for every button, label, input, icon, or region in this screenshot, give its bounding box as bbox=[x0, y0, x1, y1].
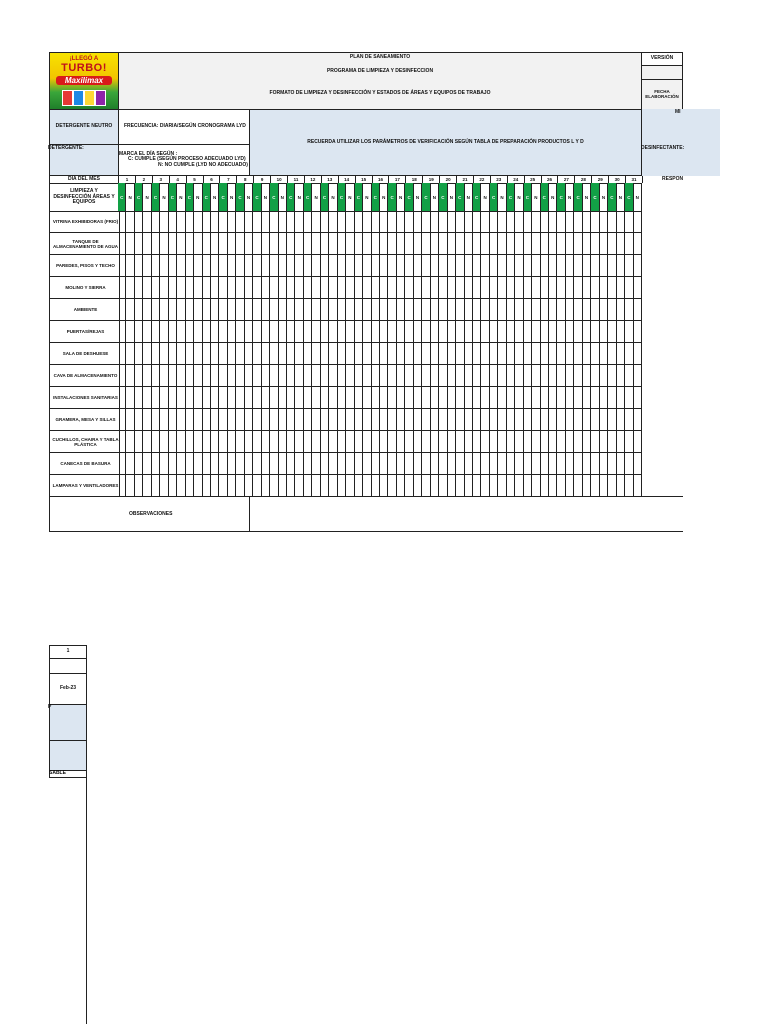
grid-column-line bbox=[303, 211, 304, 497]
grid-column-line bbox=[396, 211, 397, 497]
no-cumple-column: N bbox=[549, 183, 557, 211]
frequency-text: FRECUENCIA: DIARIA/SEGÚN CRONOGRAMA LYD bbox=[124, 123, 246, 129]
grid-row-line bbox=[118, 386, 642, 387]
day-number: 11 bbox=[288, 176, 305, 183]
day-number: 6 bbox=[204, 176, 221, 183]
grid-column-line bbox=[497, 211, 498, 497]
cumple-column: C bbox=[405, 183, 413, 211]
grid-column-line bbox=[421, 211, 422, 497]
cumple-column: C bbox=[557, 183, 565, 211]
fragment-responsible: SABLE bbox=[49, 770, 66, 776]
day-number: 12 bbox=[305, 176, 322, 183]
responsible-header: RESPON bbox=[662, 176, 684, 182]
grid-column-line bbox=[506, 211, 507, 497]
grid-column-line bbox=[472, 211, 473, 497]
logo-line1: ¡LLEGÓ A bbox=[69, 56, 99, 62]
grid-column-line bbox=[185, 211, 186, 497]
cumple-column: C bbox=[219, 183, 227, 211]
no-cumple-column: N bbox=[431, 183, 439, 211]
cumple-column: C bbox=[169, 183, 177, 211]
cumple-column: C bbox=[524, 183, 532, 211]
date-value: Feb-23 bbox=[49, 673, 87, 705]
day-number: 13 bbox=[322, 176, 339, 183]
grid-column-line bbox=[235, 211, 236, 497]
day-number: 5 bbox=[187, 176, 204, 183]
reminder-text: RECUERDA UTILIZAR LOS PARÁMETROS DE VERIFICACIÓN SEGÚN TABLA DE PREPARACIÓN PRODUCTOS L Y D bbox=[307, 139, 584, 145]
day-number: 24 bbox=[508, 176, 525, 183]
logo-brand: Maxilimax bbox=[56, 76, 112, 85]
grid-column-line bbox=[413, 211, 414, 497]
disinfectant-label: DESINFECTANTE: bbox=[641, 145, 685, 151]
grid-column-line bbox=[447, 211, 448, 497]
grid-column-line bbox=[320, 211, 321, 497]
grid-column-line bbox=[624, 211, 625, 497]
cumple-column: C bbox=[186, 183, 194, 211]
day-number: 30 bbox=[609, 176, 626, 183]
cumple-column: C bbox=[608, 183, 616, 211]
grid-column-line bbox=[599, 211, 600, 497]
cumple-column: C bbox=[355, 183, 363, 211]
mi-label: MI bbox=[675, 109, 681, 115]
version-blank bbox=[49, 658, 87, 674]
cumple-column: C bbox=[321, 183, 329, 211]
day-number: 4 bbox=[170, 176, 187, 183]
cumple-column: C bbox=[372, 183, 380, 211]
grid-column-line bbox=[142, 211, 143, 497]
day-number: 16 bbox=[373, 176, 390, 183]
area-row-label: PUERTAS/REJAS bbox=[50, 321, 121, 343]
no-cumple-column: N bbox=[228, 183, 236, 211]
day-number: 8 bbox=[237, 176, 254, 183]
grid-column-line bbox=[151, 211, 152, 497]
grid-column-line bbox=[345, 211, 346, 497]
day-number: 18 bbox=[406, 176, 423, 183]
grid-column-line bbox=[244, 211, 245, 497]
day-number: 28 bbox=[575, 176, 592, 183]
grid-row-line bbox=[118, 364, 642, 365]
grid-column-line bbox=[354, 211, 355, 497]
grid-column-line bbox=[556, 211, 557, 497]
cumple-column: C bbox=[304, 183, 312, 211]
grid-column-line bbox=[337, 211, 338, 497]
area-row-label: INSTALACIONES SANITARIAS bbox=[50, 387, 121, 409]
day-number: 2 bbox=[136, 176, 153, 183]
cumple-column: C bbox=[287, 183, 295, 211]
grid-column-line bbox=[573, 211, 574, 497]
grid-row-line bbox=[118, 342, 642, 343]
grid-column-line bbox=[633, 211, 634, 497]
no-cumple-column: N bbox=[194, 183, 202, 211]
grid-row-line bbox=[118, 276, 642, 277]
grid-column-line bbox=[278, 211, 279, 497]
grid-column-line bbox=[590, 211, 591, 497]
cumple-column: C bbox=[135, 183, 143, 211]
grid-column-line bbox=[227, 211, 228, 497]
grid-column-line bbox=[362, 211, 363, 497]
grid-row-line bbox=[118, 298, 642, 299]
no-cumple-column: N bbox=[498, 183, 506, 211]
day-header: DIA DEL MES bbox=[49, 175, 119, 184]
no-cumple-column: N bbox=[515, 183, 523, 211]
no-cumple-column: N bbox=[617, 183, 625, 211]
no-cumple-column: N bbox=[346, 183, 354, 211]
day-number: 21 bbox=[457, 176, 474, 183]
day-number: 17 bbox=[389, 176, 406, 183]
no-cumple-column: N bbox=[583, 183, 591, 211]
grid-column-line bbox=[328, 211, 329, 497]
day-number: 26 bbox=[542, 176, 559, 183]
area-row-label: LAMPARAS Y VENTILADORES bbox=[50, 475, 121, 497]
grid-column-line bbox=[531, 211, 532, 497]
cumple-column: C bbox=[591, 183, 599, 211]
day-number: 9 bbox=[254, 176, 271, 183]
no-cumple-column: N bbox=[262, 183, 270, 211]
grid-column-line bbox=[430, 211, 431, 497]
grid-column-line bbox=[252, 211, 253, 497]
cumple-column: C bbox=[253, 183, 261, 211]
company-logo bbox=[49, 52, 119, 110]
detergent-neutral: DETERGENTE NEUTRO bbox=[49, 109, 119, 145]
grid-column-line bbox=[489, 211, 490, 497]
grid-column-line bbox=[125, 211, 126, 497]
no-cumple-column: N bbox=[312, 183, 320, 211]
fragment-column-line bbox=[86, 777, 87, 1024]
cumple-column: C bbox=[118, 183, 126, 211]
area-row-label: AMBIENTE bbox=[50, 299, 121, 321]
grid-column-line bbox=[261, 211, 262, 497]
grid-column-line bbox=[134, 211, 135, 497]
grid-column-line bbox=[565, 211, 566, 497]
area-labels bbox=[49, 211, 120, 497]
no-cumple-column: N bbox=[177, 183, 185, 211]
grid-row-line bbox=[118, 452, 642, 453]
marca-line1: MARCA EL DÍA SEGÚN : bbox=[119, 151, 178, 157]
cumple-column: C bbox=[473, 183, 481, 211]
no-cumple-column: N bbox=[380, 183, 388, 211]
grid-column-line bbox=[480, 211, 481, 497]
grid-column-line bbox=[616, 211, 617, 497]
day-number: 10 bbox=[271, 176, 288, 183]
grid-row-line bbox=[118, 474, 642, 475]
area-row-label: SALA DE DESHUESE bbox=[50, 343, 121, 365]
grid-row-line bbox=[118, 320, 642, 321]
detergent-label: DETERGENTE: bbox=[48, 145, 84, 151]
marca-line2: C: CUMPLE (SEGÚN PROCESO ADECUADO LYD) bbox=[128, 156, 246, 162]
day-number: 29 bbox=[592, 176, 609, 183]
grid-column-line bbox=[540, 211, 541, 497]
area-row-label: TANQUE DE ALMACENAMIENTO DE AGUA bbox=[50, 233, 121, 255]
area-header: LIMPIEZA Y DESINFECCIÓN ÁREAS Y EQUIPOS bbox=[49, 183, 119, 212]
product-image bbox=[73, 90, 84, 106]
grid-column-line bbox=[286, 211, 287, 497]
plan-title: PLAN DE SANEAMIENTO bbox=[349, 54, 411, 60]
no-cumple-column: N bbox=[465, 183, 473, 211]
no-cumple-column: N bbox=[481, 183, 489, 211]
day-number: 7 bbox=[220, 176, 237, 183]
grid-column-line bbox=[371, 211, 372, 497]
no-cumple-column: N bbox=[532, 183, 540, 211]
grid-column-line bbox=[269, 211, 270, 497]
day-number: 25 bbox=[525, 176, 542, 183]
no-cumple-column: N bbox=[566, 183, 574, 211]
product-image bbox=[95, 90, 106, 106]
cumple-column: C bbox=[203, 183, 211, 211]
area-row-label: MOLINO Y SIERRA bbox=[50, 277, 121, 299]
cumple-column: C bbox=[456, 183, 464, 211]
cumple-column: C bbox=[388, 183, 396, 211]
day-number: 14 bbox=[339, 176, 356, 183]
grid-column-line bbox=[193, 211, 194, 497]
grid-row-line bbox=[118, 408, 642, 409]
day-number: 1 bbox=[119, 176, 136, 183]
no-cumple-column: N bbox=[414, 183, 422, 211]
area-row-label: CAVA DE ALMACENAMIENTO bbox=[50, 365, 121, 387]
cumple-column: C bbox=[270, 183, 278, 211]
version-label: VERSIÓN bbox=[641, 52, 683, 66]
cumple-column: C bbox=[439, 183, 447, 211]
date-label: FECHA ELABORACIÓN bbox=[641, 79, 683, 110]
day-number: 3 bbox=[153, 176, 170, 183]
no-cumple-column: N bbox=[363, 183, 371, 211]
grid-column-line bbox=[218, 211, 219, 497]
area-row-label: CUCHILLOS, CHAIRA Y TABLA PLÁSTICA bbox=[50, 431, 121, 453]
grid-column-line bbox=[523, 211, 524, 497]
version-value: 1 bbox=[49, 645, 87, 659]
program-title: PROGRAMA DE LIMPIEZA Y DESINFECCION bbox=[326, 68, 434, 74]
grid-column-line bbox=[176, 211, 177, 497]
product-image bbox=[62, 90, 73, 106]
disinfectant-cell bbox=[641, 109, 720, 176]
fragment-blue-cell-2 bbox=[49, 740, 87, 771]
cumple-column: C bbox=[507, 183, 515, 211]
no-cumple-column: N bbox=[634, 183, 642, 211]
grid-row-line bbox=[118, 430, 642, 431]
no-cumple-column: N bbox=[245, 183, 253, 211]
no-cumple-column: N bbox=[126, 183, 134, 211]
day-number: 31 bbox=[626, 176, 643, 183]
fragment-p: P bbox=[48, 704, 52, 710]
observations-label: OBSERVACIONES bbox=[129, 511, 173, 517]
grid-column-line bbox=[455, 211, 456, 497]
no-cumple-column: N bbox=[211, 183, 219, 211]
no-cumple-column: N bbox=[143, 183, 151, 211]
grid-column-line bbox=[210, 211, 211, 497]
product-image bbox=[84, 90, 95, 106]
grid-row-line bbox=[118, 232, 642, 233]
check-grid bbox=[118, 211, 642, 497]
grid-column-line bbox=[514, 211, 515, 497]
grid-column-line bbox=[607, 211, 608, 497]
grid-column-line bbox=[641, 211, 642, 497]
no-cumple-column: N bbox=[279, 183, 287, 211]
cumple-column: C bbox=[152, 183, 160, 211]
cumple-column: C bbox=[574, 183, 582, 211]
grid-column-line bbox=[438, 211, 439, 497]
area-row-label: GRAMERA, MESA Y SILLAS bbox=[50, 409, 121, 431]
day-number: 23 bbox=[491, 176, 508, 183]
grid-column-line bbox=[464, 211, 465, 497]
cumple-column: C bbox=[541, 183, 549, 211]
cumple-column: C bbox=[490, 183, 498, 211]
area-row-label: CANECAS DE BASURA bbox=[50, 453, 121, 475]
no-cumple-column: N bbox=[448, 183, 456, 211]
grid-column-line bbox=[168, 211, 169, 497]
grid-column-line bbox=[404, 211, 405, 497]
day-number: 27 bbox=[558, 176, 575, 183]
logo-line2: TURBO! bbox=[61, 62, 107, 74]
fragment-blue-cell-1 bbox=[49, 704, 87, 741]
grid-column-line bbox=[311, 211, 312, 497]
grid-row-line bbox=[118, 254, 642, 255]
observations-input[interactable] bbox=[251, 497, 683, 531]
version-value-cell bbox=[641, 65, 683, 80]
grid-column-line bbox=[294, 211, 295, 497]
area-row-label: PAREDES, PISOS Y TECHO bbox=[50, 255, 121, 277]
cn-row bbox=[118, 183, 642, 212]
no-cumple-column: N bbox=[295, 183, 303, 211]
cumple-column: C bbox=[422, 183, 430, 211]
grid-column-line bbox=[548, 211, 549, 497]
cumple-column: C bbox=[236, 183, 244, 211]
day-number: 20 bbox=[440, 176, 457, 183]
no-cumple-column: N bbox=[600, 183, 608, 211]
day-number: 22 bbox=[474, 176, 491, 183]
grid-column-line bbox=[202, 211, 203, 497]
cumple-column: C bbox=[338, 183, 346, 211]
day-number: 19 bbox=[423, 176, 440, 183]
no-cumple-column: N bbox=[397, 183, 405, 211]
grid-column-line bbox=[582, 211, 583, 497]
area-row-label: VITRINA EXHIBIDORAS (FRIO) bbox=[50, 211, 121, 233]
day-number: 15 bbox=[356, 176, 373, 183]
format-title: FORMATO DE LIMPIEZA Y DESINFECCIÓN Y ESTADOS DE ÁREAS Y EQUIPOS DE TRABAJO bbox=[269, 90, 491, 96]
cumple-column: C bbox=[625, 183, 633, 211]
grid-column-line bbox=[159, 211, 160, 497]
no-cumple-column: N bbox=[329, 183, 337, 211]
grid-column-line bbox=[379, 211, 380, 497]
marca-line3: N: NO CUMPLE (LYD NO ADECUADO) bbox=[158, 162, 248, 168]
grid-column-line bbox=[387, 211, 388, 497]
no-cumple-column: N bbox=[160, 183, 168, 211]
